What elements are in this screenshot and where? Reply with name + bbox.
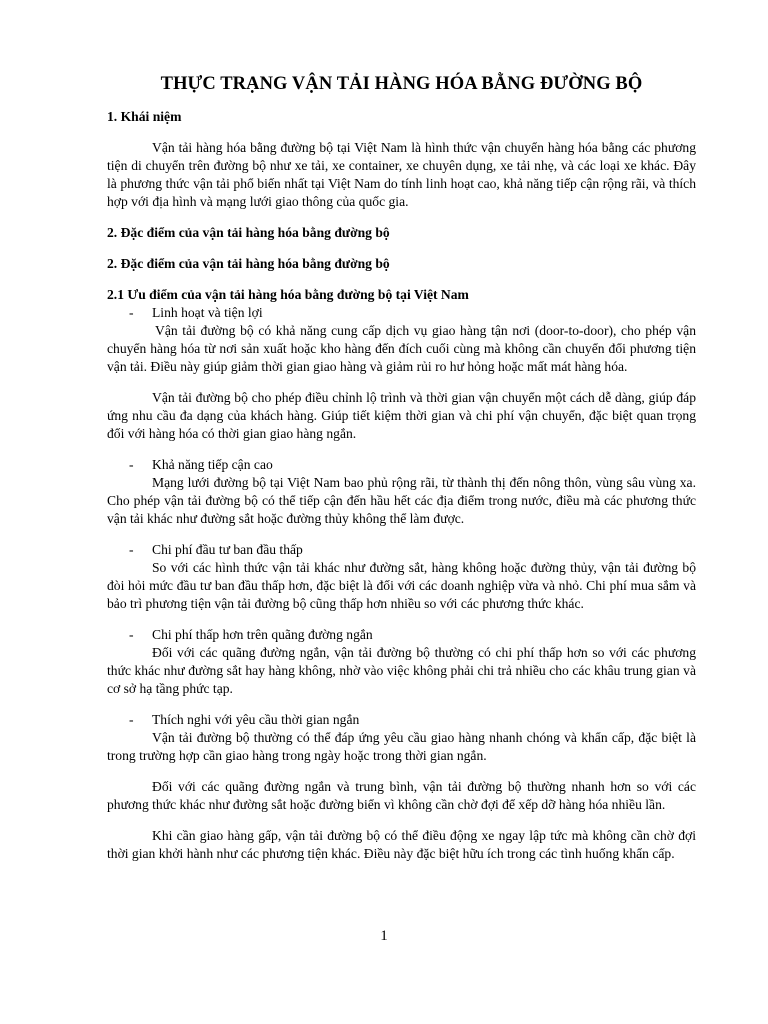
bullet-item xyxy=(107,626,696,644)
bullet-label: Chi phí đầu tư ban đầu thấp xyxy=(152,542,303,557)
page-number: 1 xyxy=(380,928,388,944)
section-heading-dac-diem-repeat: 2. Đặc điểm của vận tải hàng hóa bằng đường bộ xyxy=(107,256,390,271)
paragraph: So với các hình thức vận tải khác như đường sắt, hàng không hoặc đường thủy, vận tải đường bộ đòi hỏi mức đầu tư ban đầu thấp hơn, đặc biệt là đối với các doanh nghiệp vừa và nhỏ. Chi phí mua sắm và bảo trì phương tiện vận tải đường bộ cũng thấp hơn nhiều so với các phương thức khác. xyxy=(107,560,696,611)
bullet-dash: - xyxy=(129,712,134,727)
bullet-label: Khả năng tiếp cận cao xyxy=(152,457,273,472)
page-title: THỰC TRẠNG VẬN TẢI HÀNG HÓA BẰNG ĐƯỜNG BỘ xyxy=(160,74,643,94)
bullet-dash: - xyxy=(129,305,134,320)
section-heading-khai-niem: 1. Khái niệm xyxy=(107,109,182,124)
bullet-label: Thích nghi với yêu cầu thời gian ngắn xyxy=(152,712,360,727)
bullet-item xyxy=(107,711,696,729)
bullet-item xyxy=(107,541,696,559)
bullet-label: Chi phí thấp hơn trên quãng đường ngắn xyxy=(152,627,373,642)
bullet-item xyxy=(107,456,696,474)
bullet-dash: - xyxy=(129,457,134,472)
bullet-label: Linh hoạt và tiện lợi xyxy=(152,305,263,320)
bullet-item xyxy=(107,304,696,322)
paragraph: Khi cần giao hàng gấp, vận tải đường bộ có thể điều động xe ngay lập tức mà không cần chờ đợi thời gian khởi hành như các phương tiện khác. Điều này đặc biệt hữu ích trong các tình huống khẩn cấp. xyxy=(107,828,696,861)
bullet-dash: - xyxy=(129,627,134,642)
bullet-dash: - xyxy=(129,542,134,557)
paragraph: Vận tải đường bộ cho phép điều chỉnh lộ trình và thời gian vận chuyển một cách dễ dàng, giúp đáp ứng nhu cầu đa dạng của khách hàng. Giúp tiết kiệm thời gian và chi phí vận chuyển, đặc biệt quan trọng đối với hàng hóa có thời gian giao hàng ngắn. xyxy=(107,390,696,441)
paragraph: Vận tải đường bộ có khả năng cung cấp dịch vụ giao hàng tận nơi (door-to-door), cho phép vận chuyển hàng hóa từ nơi sản xuất hoặc kho hàng đến đích cuối cùng mà không cần chuyển đổi phương tiện vận tải. Điều này giúp giảm thời gian giao hàng và giảm rủi ro hư hỏng hoặc mất mát hàng hóa. xyxy=(107,323,696,374)
paragraph-khai-niem: Vận tải hàng hóa bằng đường bộ tại Việt Nam là hình thức vận chuyển hàng hóa bằng các phương tiện di chuyển trên đường bộ như xe tải, xe container, xe chuyên dụng, xe tải nhẹ, và các loại xe khác. Đây là phương thức vận tải phổ biến nhất tại Việt Nam do tính linh hoạt cao, khả năng tiếp cận rộng rãi, và thích hợp với địa hình và mạng lưới giao thông của quốc gia. xyxy=(107,140,696,209)
section-heading-dac-diem: 2. Đặc điểm của vận tải hàng hóa bằng đường bộ xyxy=(107,225,390,240)
paragraph: Đối với các quãng đường ngắn và trung bình, vận tải đường bộ thường nhanh hơn so với các phương thức khác như đường sắt hoặc đường biển vì không cần chờ đợi để xếp dỡ hàng hóa nhiều lần. xyxy=(107,779,696,812)
paragraph: Mạng lưới đường bộ tại Việt Nam bao phủ rộng rãi, từ thành thị đến nông thôn, vùng sâu vùng xa. Cho phép vận tải đường bộ có thể tiếp cận đến hầu hết các địa điểm trong nước, điều mà các phương thức vận tải khác như đường sắt hoặc đường thủy không thể làm được. xyxy=(107,475,696,526)
paragraph: Vận tải đường bộ thường có thể đáp ứng yêu cầu giao hàng nhanh chóng và khẩn cấp, đặc biệt là trong trường hợp cần giao hàng trong ngày hoặc trong thời gian ngắn. xyxy=(107,730,696,763)
page-content xyxy=(107,72,696,876)
subsection-heading-uu-diem: 2.1 Ưu điểm của vận tải hàng hóa bằng đường bộ tại Việt Nam xyxy=(107,287,469,302)
paragraph: Đối với các quãng đường ngắn, vận tải đường bộ thường có chi phí thấp hơn so với các phương thức khác như đường sắt hay hàng không, nhờ vào việc không phải chi trả nhiều cho các khâu trung gian và cơ sở hạ tầng phức tạp. xyxy=(107,645,696,696)
